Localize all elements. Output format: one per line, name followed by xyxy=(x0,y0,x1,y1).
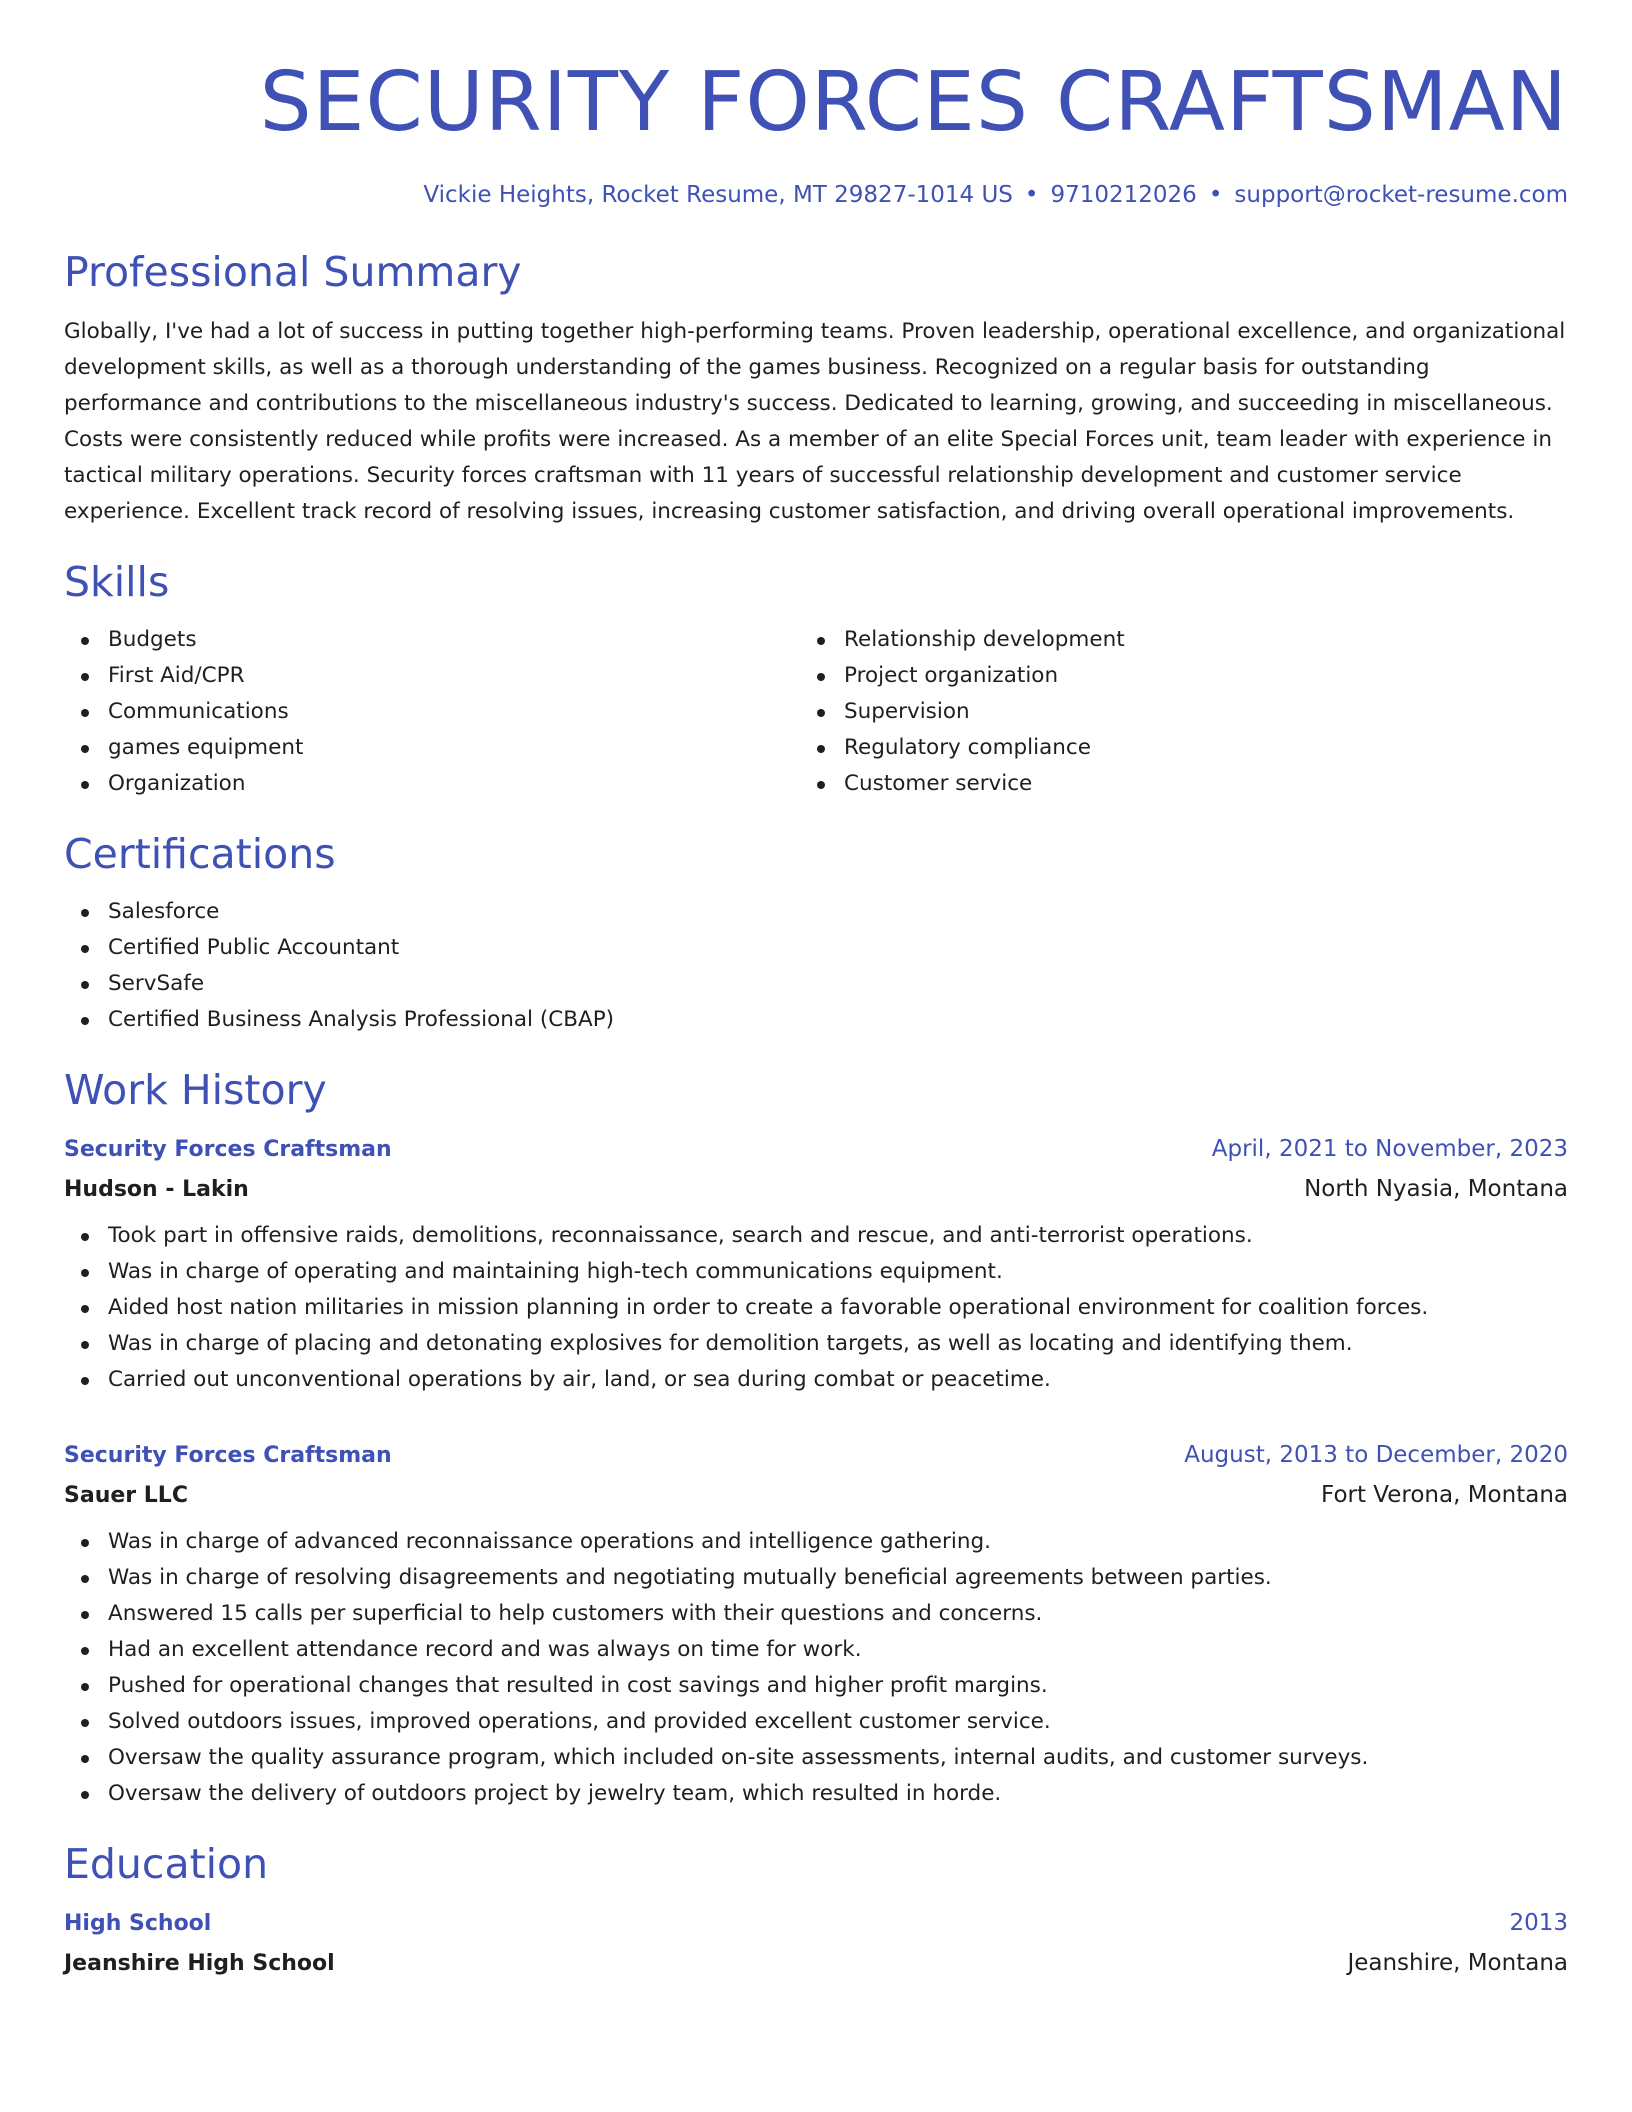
skill-item: Communications xyxy=(64,694,800,730)
certifications-heading: Certifications xyxy=(64,830,336,878)
job-dates: August, 2013 to December, 2020 xyxy=(1184,1442,1568,1468)
job-duty: Oversaw the quality assurance program, which included on-site assessments, internal audits, and customer surveys. xyxy=(64,1740,1568,1776)
certifications-list xyxy=(64,894,1568,1038)
summary-section xyxy=(64,246,1568,530)
education-school: Jeanshire High School xyxy=(64,1951,335,1976)
job-company-row xyxy=(64,1475,1568,1516)
skills-column-right xyxy=(800,622,1536,802)
job-dates: April, 2021 to November, 2023 xyxy=(1211,1136,1568,1162)
education-entry xyxy=(64,1904,1568,1984)
resume-header xyxy=(64,48,1568,212)
contact-address: Vickie Heights, Rocket Resume, MT 29827-1014 US xyxy=(423,182,1013,208)
skills-column-left xyxy=(64,622,800,802)
job-company-row xyxy=(64,1169,1568,1210)
job-title: Security Forces Craftsman xyxy=(64,1137,392,1162)
job-duty: Answered 15 calls per superficial to help customers with their questions and concerns. xyxy=(64,1596,1568,1632)
job-duties-list xyxy=(64,1524,1568,1812)
job-duty: Pushed for operational changes that resulted in cost savings and higher profit margins. xyxy=(64,1668,1568,1704)
certification-item: Certified Public Accountant xyxy=(64,930,1568,966)
job-duty: Was in charge of operating and maintaining high-tech communications equipment. xyxy=(64,1254,1568,1290)
skills-list-right xyxy=(800,622,1536,802)
skills-list-left xyxy=(64,622,800,802)
job-location: North Nyasia, Montana xyxy=(1304,1176,1568,1202)
summary-heading: Professional Summary xyxy=(64,248,522,296)
job-duty: Was in charge of resolving disagreements and negotiating mutually beneficial agreements between parties. xyxy=(64,1560,1568,1596)
job-duties-list xyxy=(64,1218,1568,1398)
summary-text: Globally, I've had a lot of success in putting together high-performing teams. Proven leadership, operational excellence, and organizational development skills, as well as a thorough understanding of the games business. Recognized on a regular basis for outstanding performance and contributions to the miscellaneous industry's success. Dedicated to learning, growing, and succeeding in miscellaneous. Costs were consistently reduced while profits were increased. As a member of an elite Special Forces unit, team leader with experience in tactical military operations. Security forces craftsman with 11 years of successful relationship development and customer service experience. Excellent track record of resolving issues, increasing customer satisfaction, and driving overall operational improvements. xyxy=(64,319,1566,524)
education-section xyxy=(64,1838,1568,1984)
skill-item: Relationship development xyxy=(800,622,1536,658)
job-duty: Was in charge of placing and detonating explosives for demolition targets, as well as locating and identifying them. xyxy=(64,1326,1568,1362)
skill-item: First Aid/CPR xyxy=(64,658,800,694)
job-duty: Took part in offensive raids, demolitions, reconnaissance, search and rescue, and anti-terrorist operations. xyxy=(64,1218,1568,1254)
job-title-row xyxy=(64,1436,1568,1475)
skills-heading: Skills xyxy=(64,558,170,606)
contact-separator: • xyxy=(1208,182,1223,208)
skills-section xyxy=(64,556,1568,802)
job-duty: Carried out unconventional operations by air, land, or sea during combat or peacetime. xyxy=(64,1362,1568,1398)
skill-item: Regulatory compliance xyxy=(800,730,1536,766)
skill-item: Customer service xyxy=(800,766,1536,802)
contact-email: support@rocket-resume.com xyxy=(1234,182,1568,208)
education-year: 2013 xyxy=(1509,1910,1568,1936)
education-location: Jeanshire, Montana xyxy=(1347,1950,1568,1976)
job-title: Security Forces Craftsman xyxy=(64,1443,392,1468)
job-duty: Had an excellent attendance record and was always on time for work. xyxy=(64,1632,1568,1668)
certification-item: Certified Business Analysis Professional (CBAP) xyxy=(64,1002,1568,1038)
education-school-row xyxy=(64,1943,1568,1984)
job-location: Fort Verona, Montana xyxy=(1321,1482,1568,1508)
job-company: Sauer LLC xyxy=(64,1483,188,1508)
job-entry xyxy=(64,1130,1568,1398)
certifications-section xyxy=(64,828,1568,1038)
skill-item: Project organization xyxy=(800,658,1536,694)
skill-item: games equipment xyxy=(64,730,800,766)
education-degree-row xyxy=(64,1904,1568,1943)
skill-item: Budgets xyxy=(64,622,800,658)
job-duty: Oversaw the delivery of outdoors project by jewelry team, which resulted in horde. xyxy=(64,1776,1568,1812)
certification-item: ServSafe xyxy=(64,966,1568,1002)
contact-phone: 9710212026 xyxy=(1050,182,1197,208)
job-entry xyxy=(64,1436,1568,1812)
certification-item: Salesforce xyxy=(64,894,1568,930)
job-duty: Was in charge of advanced reconnaissance operations and intelligence gathering. xyxy=(64,1524,1568,1560)
work-history-heading: Work History xyxy=(64,1066,327,1114)
education-heading: Education xyxy=(64,1840,269,1888)
work-history-section xyxy=(64,1064,1568,1812)
job-company: Hudson - Lakin xyxy=(64,1177,249,1202)
job-title-row xyxy=(64,1130,1568,1169)
candidate-title: SECURITY FORCES CRAFTSMAN xyxy=(259,55,1568,150)
job-duty: Aided host nation militaries in mission planning in order to create a favorable operational environment for coalition forces. xyxy=(64,1290,1568,1326)
skills-grid xyxy=(64,622,1568,802)
skill-item: Organization xyxy=(64,766,800,802)
job-duty: Solved outdoors issues, improved operations, and provided excellent customer service. xyxy=(64,1704,1568,1740)
contact-separator: • xyxy=(1024,182,1039,208)
education-degree: High School xyxy=(64,1911,212,1936)
contact-line xyxy=(64,178,1568,212)
skill-item: Supervision xyxy=(800,694,1536,730)
